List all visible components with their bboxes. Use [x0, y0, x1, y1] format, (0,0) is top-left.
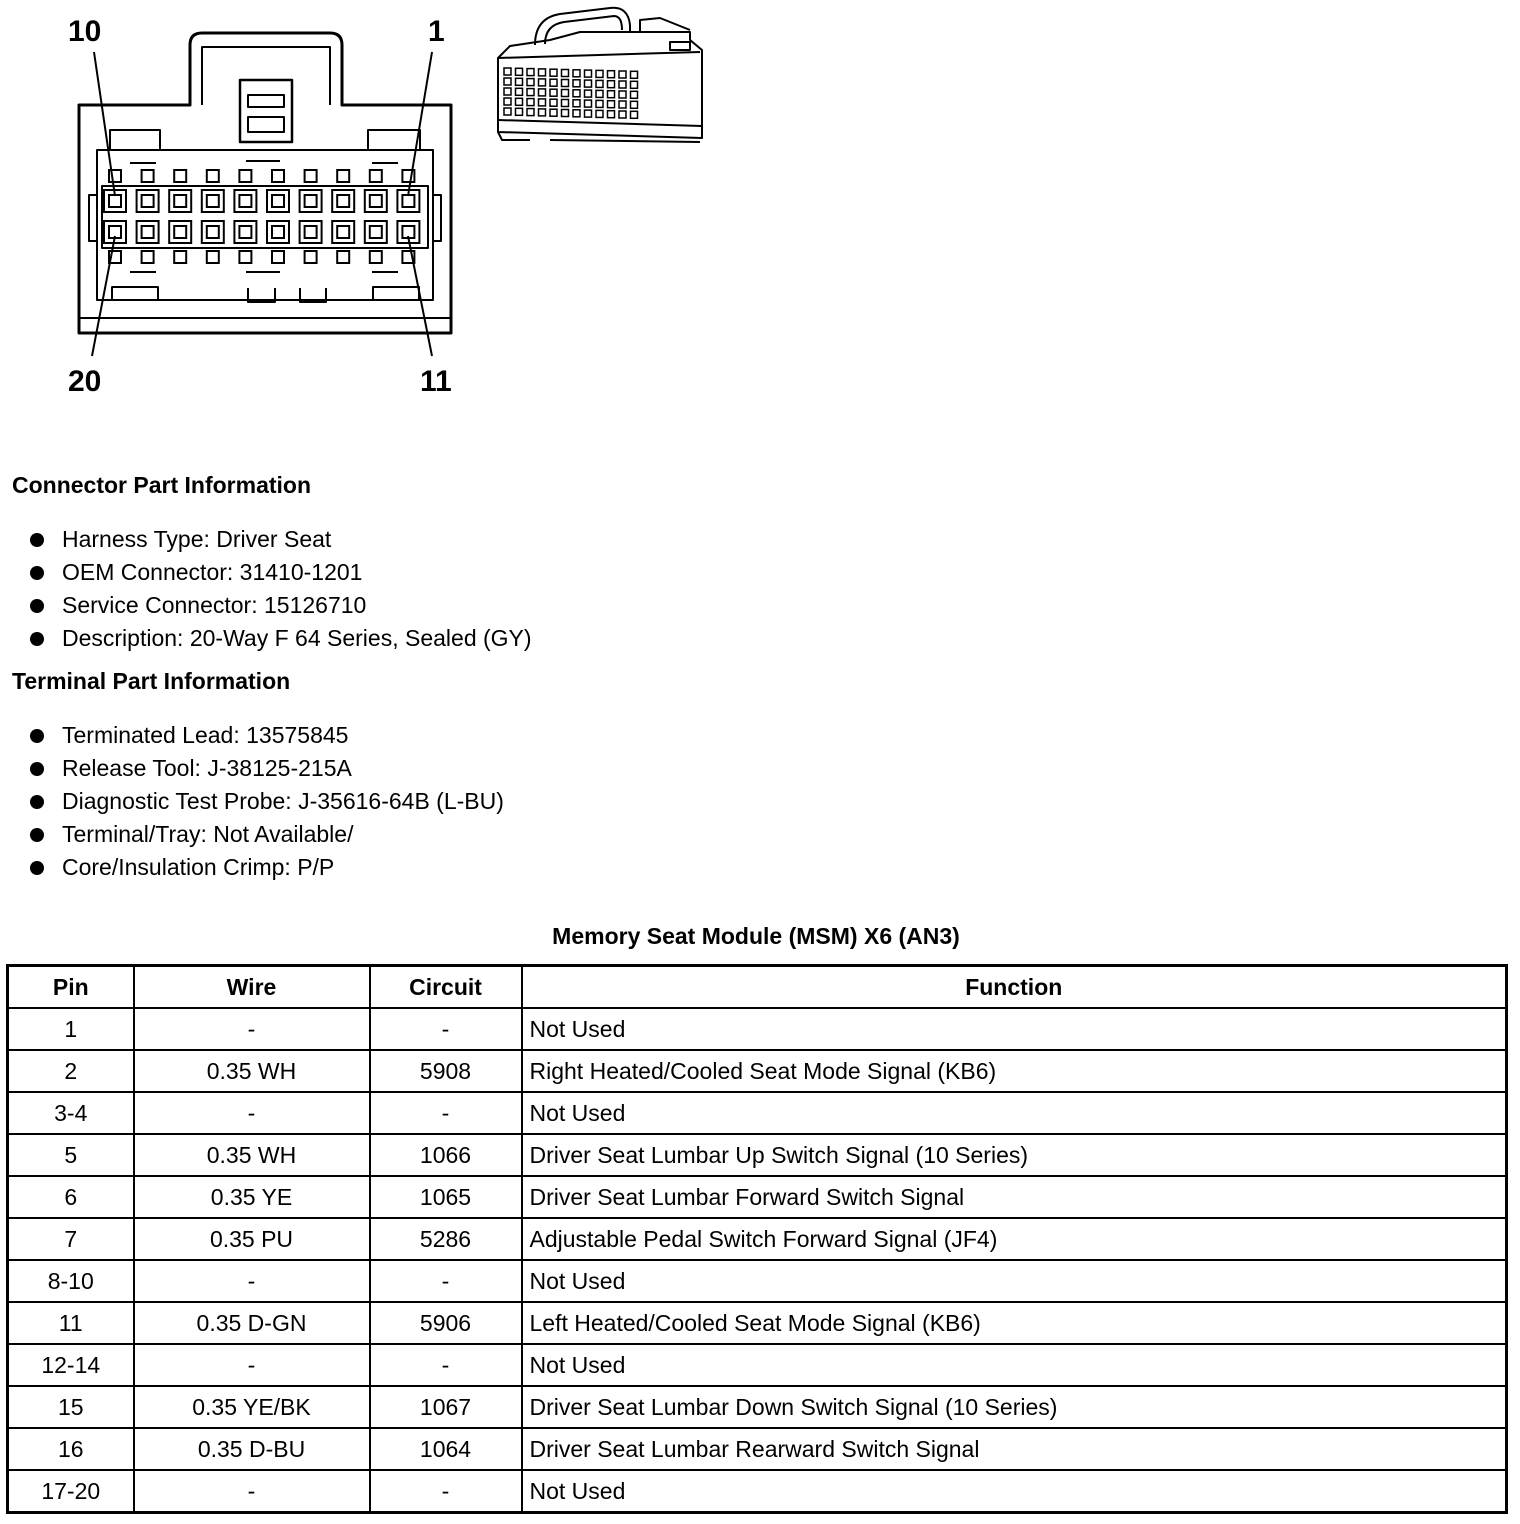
perspective-cavity: [585, 70, 592, 77]
cell-pin: 12-14: [8, 1344, 134, 1386]
cell-pin: 11: [8, 1302, 134, 1344]
list-item-text: Core/Insulation Crimp: P/P: [62, 854, 335, 880]
cell-function: Driver Seat Lumbar Rearward Switch Signal: [522, 1428, 1507, 1470]
cell-pin: 5: [8, 1134, 134, 1176]
table-row: [8, 1344, 1507, 1386]
list-item: [28, 719, 504, 752]
cell-function: Not Used: [522, 1092, 1507, 1134]
terminal-cavity-inner: [402, 195, 414, 207]
cavity-lock-window: [239, 251, 251, 263]
bullet-icon: [30, 762, 44, 776]
terminal-cavity-inner: [370, 226, 382, 238]
cavity-lock-window: [142, 170, 154, 182]
header-wire: Wire: [134, 966, 370, 1009]
cell-function: Driver Seat Lumbar Down Switch Signal (10 Series): [522, 1386, 1507, 1428]
list-item: [28, 818, 504, 851]
perspective-cavity: [539, 79, 546, 86]
terminal-cavity-inner: [272, 195, 284, 207]
cell-circuit: 5286: [370, 1218, 522, 1260]
pin-label-1: 1: [428, 15, 445, 48]
table-row: [8, 1470, 1507, 1513]
cell-wire: 0.35 YE: [134, 1176, 370, 1218]
list-item: [28, 851, 504, 884]
cell-circuit: -: [370, 1470, 522, 1513]
perspective-cavity: [608, 91, 615, 98]
pin-label-11: 11: [420, 365, 452, 398]
cell-function: Not Used: [522, 1344, 1507, 1386]
perspective-cavity: [573, 80, 580, 87]
perspective-cavity: [619, 81, 626, 88]
terminal-cavity-inner: [207, 226, 219, 238]
cell-function: Left Heated/Cooled Seat Mode Signal (KB6): [522, 1302, 1507, 1344]
table-header-row: [8, 966, 1507, 1009]
perspective-cavity: [504, 88, 511, 95]
list-item-text: OEM Connector: 31410-1201: [62, 559, 363, 585]
perspective-cavity: [539, 69, 546, 76]
terminal-cavity-inner: [370, 195, 382, 207]
terminal-cavity-inner: [305, 195, 317, 207]
list-item: [28, 752, 504, 785]
bullet-icon: [30, 632, 44, 646]
perspective-cavity: [550, 99, 557, 106]
terminal-cavity-inner: [337, 226, 349, 238]
perspective-cavity: [504, 108, 511, 115]
cavity-lock-window: [142, 251, 154, 263]
perspective-cavity: [504, 78, 511, 85]
header-pin: Pin: [8, 966, 134, 1009]
perspective-cavity: [527, 109, 534, 116]
bullet-icon: [30, 861, 44, 875]
perspective-cavity: [596, 100, 603, 107]
perspective-cavity: [631, 71, 638, 78]
cell-wire: 0.35 D-BU: [134, 1428, 370, 1470]
cell-circuit: 5906: [370, 1302, 522, 1344]
terminal-cavity: [202, 221, 224, 243]
connector-face-diagram: [0, 0, 470, 410]
terminal-cavity: [169, 221, 191, 243]
cell-circuit: -: [370, 1092, 522, 1134]
cell-pin: 15: [8, 1386, 134, 1428]
terminal-cavity-inner: [239, 226, 251, 238]
bullet-icon: [30, 599, 44, 613]
cell-circuit: -: [370, 1344, 522, 1386]
cell-circuit: 1064: [370, 1428, 522, 1470]
table-row: [8, 1050, 1507, 1092]
perspective-cavity: [608, 71, 615, 78]
cavity-lock-window: [174, 170, 186, 182]
cell-pin: 17-20: [8, 1470, 134, 1513]
terminal-cavity: [300, 190, 322, 212]
list-item-text: Harness Type: Driver Seat: [62, 526, 332, 552]
perspective-cavity: [596, 70, 603, 77]
perspective-cavity: [504, 98, 511, 105]
connector-info-list: [28, 523, 532, 655]
cavity-lock-window: [207, 251, 219, 263]
perspective-cavity: [562, 90, 569, 97]
list-item-text: Service Connector: 15126710: [62, 592, 367, 618]
cell-wire: -: [134, 1470, 370, 1513]
perspective-cavity: [527, 69, 534, 76]
cell-function: Not Used: [522, 1008, 1507, 1050]
terminal-info-list: [28, 719, 504, 884]
terminal-cavity: [234, 190, 256, 212]
pinout-table: [6, 964, 1508, 1514]
perspective-cavity: [562, 100, 569, 107]
terminal-cavity-inner: [109, 195, 121, 207]
cell-circuit: -: [370, 1008, 522, 1050]
cavity-lock-window: [305, 170, 317, 182]
cell-circuit: 5908: [370, 1050, 522, 1092]
terminal-cavity-inner: [174, 226, 186, 238]
cell-wire: 0.35 YE/BK: [134, 1386, 370, 1428]
perspective-cavity: [527, 99, 534, 106]
cell-wire: -: [134, 1092, 370, 1134]
perspective-cavity: [573, 100, 580, 107]
cell-wire: -: [134, 1008, 370, 1050]
perspective-cavity: [596, 80, 603, 87]
perspective-cavity: [631, 111, 638, 118]
cell-function: Adjustable Pedal Switch Forward Signal (JF4): [522, 1218, 1507, 1260]
cell-function: Right Heated/Cooled Seat Mode Signal (KB6): [522, 1050, 1507, 1092]
table-row: [8, 1092, 1507, 1134]
cavity-lock-window: [207, 170, 219, 182]
perspective-cavity: [516, 78, 523, 85]
perspective-cavity: [539, 109, 546, 116]
list-item-text: Release Tool: J-38125-215A: [62, 755, 352, 781]
terminal-cavity: [234, 221, 256, 243]
perspective-cavity: [631, 101, 638, 108]
table-row: [8, 1428, 1507, 1470]
list-item-text: Terminated Lead: 13575845: [62, 722, 349, 748]
cell-wire: -: [134, 1260, 370, 1302]
cell-pin: 6: [8, 1176, 134, 1218]
list-item: [28, 622, 532, 655]
header-function: Function: [522, 966, 1507, 1009]
list-item-text: Diagnostic Test Probe: J-35616-64B (L-BU): [62, 788, 504, 814]
cell-wire: 0.35 PU: [134, 1218, 370, 1260]
connector-perspective-diagram: [490, 0, 720, 145]
perspective-cavity: [585, 80, 592, 87]
perspective-cavity: [585, 110, 592, 117]
cell-circuit: -: [370, 1260, 522, 1302]
terminal-cavity-inner: [207, 195, 219, 207]
terminal-cavity-inner: [337, 195, 349, 207]
table-row: [8, 1008, 1507, 1050]
perspective-cavity: [631, 81, 638, 88]
perspective-cavity: [573, 90, 580, 97]
terminal-cavity: [137, 221, 159, 243]
pin-label-20: 20: [68, 365, 102, 398]
terminal-cavity-inner: [305, 226, 317, 238]
perspective-cavity: [550, 89, 557, 96]
cavity-lock-window: [239, 170, 251, 182]
cell-pin: 3-4: [8, 1092, 134, 1134]
cell-function: Driver Seat Lumbar Forward Switch Signal: [522, 1176, 1507, 1218]
perspective-cavity: [562, 80, 569, 87]
cell-pin: 16: [8, 1428, 134, 1470]
table-row: [8, 1134, 1507, 1176]
perspective-cavity: [516, 98, 523, 105]
cell-wire: 0.35 D-GN: [134, 1302, 370, 1344]
cavity-lock-window: [337, 170, 349, 182]
table-row: [8, 1386, 1507, 1428]
perspective-cavity: [550, 109, 557, 116]
cavity-lock-window: [337, 251, 349, 263]
perspective-cavity: [608, 111, 615, 118]
terminal-cavity-inner: [272, 226, 284, 238]
perspective-cavity: [516, 108, 523, 115]
cell-function: Not Used: [522, 1260, 1507, 1302]
perspective-cavity: [585, 90, 592, 97]
perspective-cavity: [550, 69, 557, 76]
bullet-icon: [30, 566, 44, 580]
perspective-cavity: [619, 71, 626, 78]
perspective-cavity: [539, 89, 546, 96]
terminal-cavity-inner: [142, 226, 154, 238]
connector-info-title: Connector Part Information: [12, 472, 312, 498]
cavity-lock-window: [370, 170, 382, 182]
perspective-cavity: [585, 100, 592, 107]
list-item: [28, 523, 532, 556]
terminal-cavity: [169, 190, 191, 212]
terminal-cavity: [267, 190, 289, 212]
cavity-lock-window: [305, 251, 317, 263]
terminal-cavity-inner: [239, 195, 251, 207]
cavity-lock-window: [370, 251, 382, 263]
cell-wire: -: [134, 1344, 370, 1386]
perspective-cavity: [562, 70, 569, 77]
cell-pin: 2: [8, 1050, 134, 1092]
perspective-cavity: [516, 68, 523, 75]
terminal-cavity: [300, 221, 322, 243]
cavity-lock-window: [174, 251, 186, 263]
perspective-cavity: [573, 110, 580, 117]
table-row: [8, 1260, 1507, 1302]
list-item: [28, 785, 504, 818]
cell-pin: 7: [8, 1218, 134, 1260]
list-item: [28, 589, 532, 622]
bullet-icon: [30, 828, 44, 842]
cell-pin: 1: [8, 1008, 134, 1050]
perspective-cavity: [562, 110, 569, 117]
perspective-cavity: [619, 101, 626, 108]
terminal-cavity-inner: [174, 195, 186, 207]
perspective-cavity: [516, 88, 523, 95]
cell-circuit: 1065: [370, 1176, 522, 1218]
perspective-cavity: [539, 99, 546, 106]
terminal-info-title: Terminal Part Information: [12, 668, 291, 694]
perspective-cavity: [504, 68, 511, 75]
table-title: Memory Seat Module (MSM) X6 (AN3): [552, 923, 960, 949]
terminal-cavity: [332, 190, 354, 212]
list-item-text: Description: 20-Way F 64 Series, Sealed (GY): [62, 625, 532, 651]
perspective-cavity: [596, 90, 603, 97]
cell-circuit: 1066: [370, 1134, 522, 1176]
perspective-cavity: [608, 101, 615, 108]
cell-pin: 8-10: [8, 1260, 134, 1302]
list-item: [28, 556, 532, 589]
list-item-text: Terminal/Tray: Not Available/: [62, 821, 354, 847]
terminal-cavity: [365, 221, 387, 243]
terminal-cavity: [137, 190, 159, 212]
table-row: [8, 1218, 1507, 1260]
cell-function: Not Used: [522, 1470, 1507, 1513]
perspective-cavity: [619, 91, 626, 98]
perspective-cavity: [573, 70, 580, 77]
terminal-cavity: [202, 190, 224, 212]
perspective-cavity: [596, 110, 603, 117]
perspective-cavity: [631, 91, 638, 98]
perspective-cavity: [608, 81, 615, 88]
bullet-icon: [30, 795, 44, 809]
bullet-icon: [30, 533, 44, 547]
cell-wire: 0.35 WH: [134, 1050, 370, 1092]
perspective-cavity: [527, 89, 534, 96]
cell-circuit: 1067: [370, 1386, 522, 1428]
terminal-cavity: [267, 221, 289, 243]
bullet-icon: [30, 729, 44, 743]
perspective-cavity: [527, 79, 534, 86]
table-row: [8, 1302, 1507, 1344]
header-circuit: Circuit: [370, 966, 522, 1009]
table-row: [8, 1176, 1507, 1218]
terminal-cavity: [365, 190, 387, 212]
cavity-lock-window: [272, 251, 284, 263]
terminal-cavity: [332, 221, 354, 243]
pin-label-10: 10: [68, 15, 102, 48]
cell-wire: 0.35 WH: [134, 1134, 370, 1176]
perspective-cavity: [550, 79, 557, 86]
perspective-cavity: [619, 111, 626, 118]
cavity-lock-window: [272, 170, 284, 182]
terminal-cavity-inner: [142, 195, 154, 207]
cell-function: Driver Seat Lumbar Up Switch Signal (10 Series): [522, 1134, 1507, 1176]
